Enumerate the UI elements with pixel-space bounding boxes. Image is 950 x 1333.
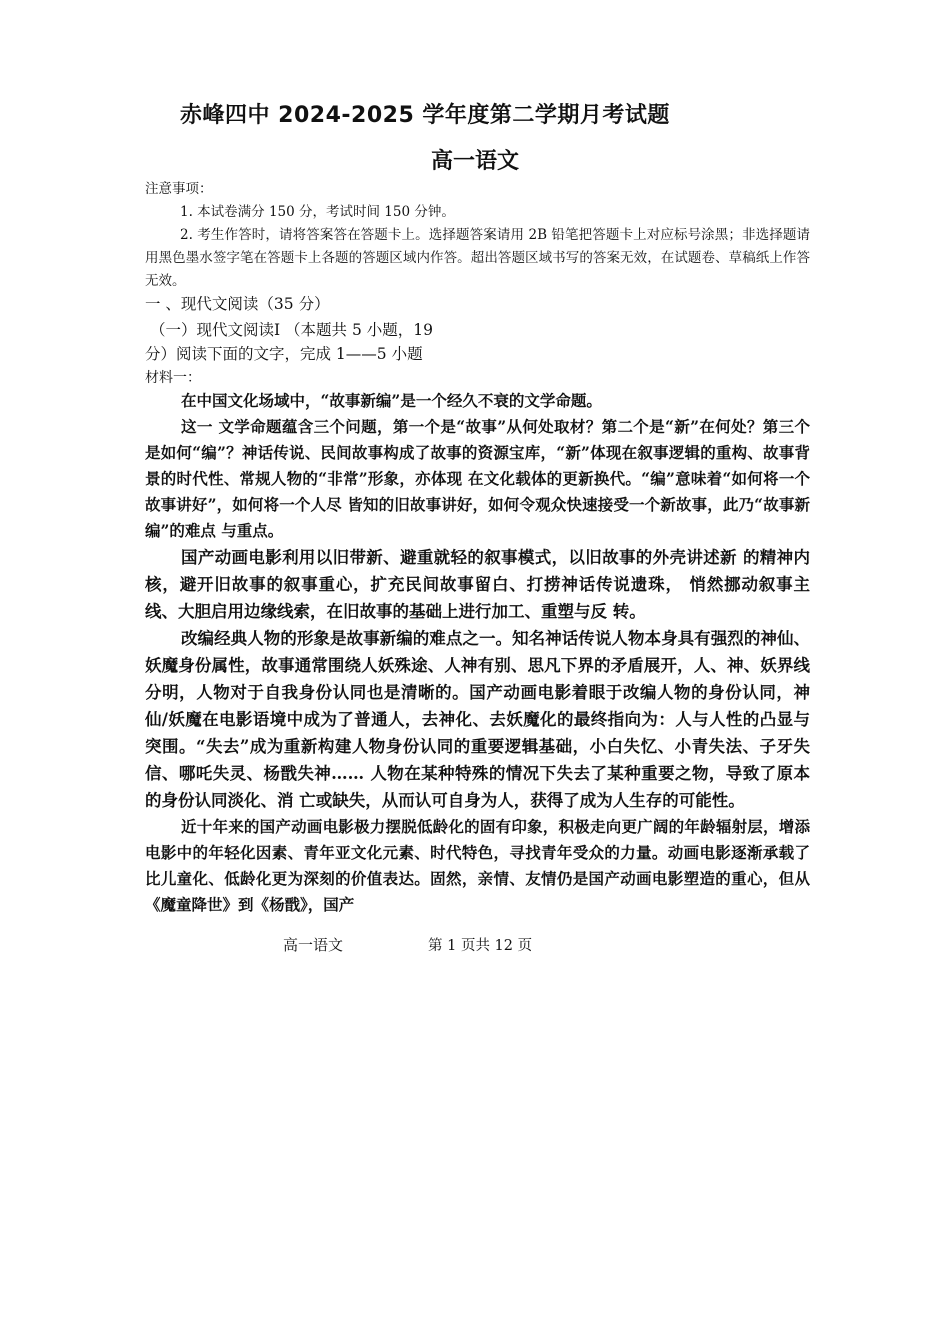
- passage-paragraph: 这一 文学命题蕴含三个问题，第一个是“故事”从何处取材？第二个是“新”在何处？第三个是如何“编”？神话传说、民间故事构成了故事的资源宝库，“新”体现在叙事逻辑的重构、故事背景的时代性、常规人物的“非常”形象，亦体现 在文化载体的更新换代。“编”意味着“如何将一个故事讲好”，如何将一个人尽 皆知的旧故事讲好，如何令观众快速接受一个新故事，此乃“故事新编”的难点 与重点。: [145, 417, 810, 540]
- passage-paragraph: 近十年来的国产动画电影极力摆脱低龄化的固有印象，积极走向更广阔的年龄辐射层，增添电影中的年轻化因素、青年亚文化元素、时代特色，寻找青年受众的力量。动画电影逐渐承载了比儿童化、低龄化更为深刻的价值表达。固然，亲情、友情仍是国产动画电影塑造的重心，但从《魔童降世》到《杨戬》，国产: [145, 817, 810, 914]
- subsection-heading-line1: （一）现代文阅读Ⅰ （本题共 5 小题，19: [150, 321, 433, 339]
- passage-paragraph: 国产动画电影利用以旧带新、避重就轻的叙事模式，以旧故事的外壳讲述新 的精神内核，避开旧故事的叙事重心，扩充民间故事留白、打捞神话传说遗珠， 悄然挪动叙事主线、大胆启用边缘线索，在旧故事的基础上进行加工、重塑与反 转。: [145, 548, 810, 621]
- section-heading: 一 、现代文阅读（35 分）: [145, 295, 330, 313]
- instruction-item: 2. 考生作答时，请将答案答在答题卡上。选择题答案请用 2B 铅笔把答题卡上对应标号涂黑；非选择题请用黑色墨水签字笔在答题卡上各题的答题区域内作答。超出答题区域书写的答案无效，在试题卷、草稿纸上作答无效。: [145, 227, 810, 289]
- instruction-item: 1. 本试卷满分 150 分，考试时间 150 分钟。: [180, 204, 455, 220]
- subsection-heading-line2: 分）阅读下面的文字，完成 1——5 小题: [145, 345, 423, 363]
- exam-subject-title: 高一语文: [430, 149, 519, 174]
- footer-subject: 高一语文: [283, 936, 344, 954]
- instructions-block: [145, 178, 810, 293]
- instructions-heading: 注意事项：: [145, 181, 213, 197]
- passage-paragraph: 在中国文化场域中，“故事新编”是一个经久不衰的文学命题。: [181, 391, 602, 410]
- material-label: 材料一：: [145, 370, 201, 386]
- reading-passage: [145, 388, 810, 918]
- passage-paragraph: 改编经典人物的形象是故事新编的难点之一。知名神话传说人物本身具有强烈的神仙、妖魔身份属性，故事通常围绕人妖殊途、人神有别、思凡下界的矛盾展开，人、神、妖界线分明，人物对于自我身份认同也是清晰的。国产动画电影着眼于改编人物的身份认同，神仙/妖魔在电影语境中成为了普通人，去神化、去妖魔化的最终指向为：人与人性的凸显与突围。“失去”成为重新构建人物身份认同的重要逻辑基础，小白失忆、小青失法、子牙失信、哪吒失灵、杨戬失神…… 人物在某种特殊的情况下失去了某种重要之物，导致了原本的身份认同淡化、消 亡或缺失，从而认可自身为人，获得了成为人生存的可能性。: [145, 629, 810, 810]
- exam-title: 赤峰四中 2024-2025 学年度第二学期月考试题: [180, 103, 670, 128]
- footer-page-number: 第 1 页共 12 页: [428, 938, 533, 954]
